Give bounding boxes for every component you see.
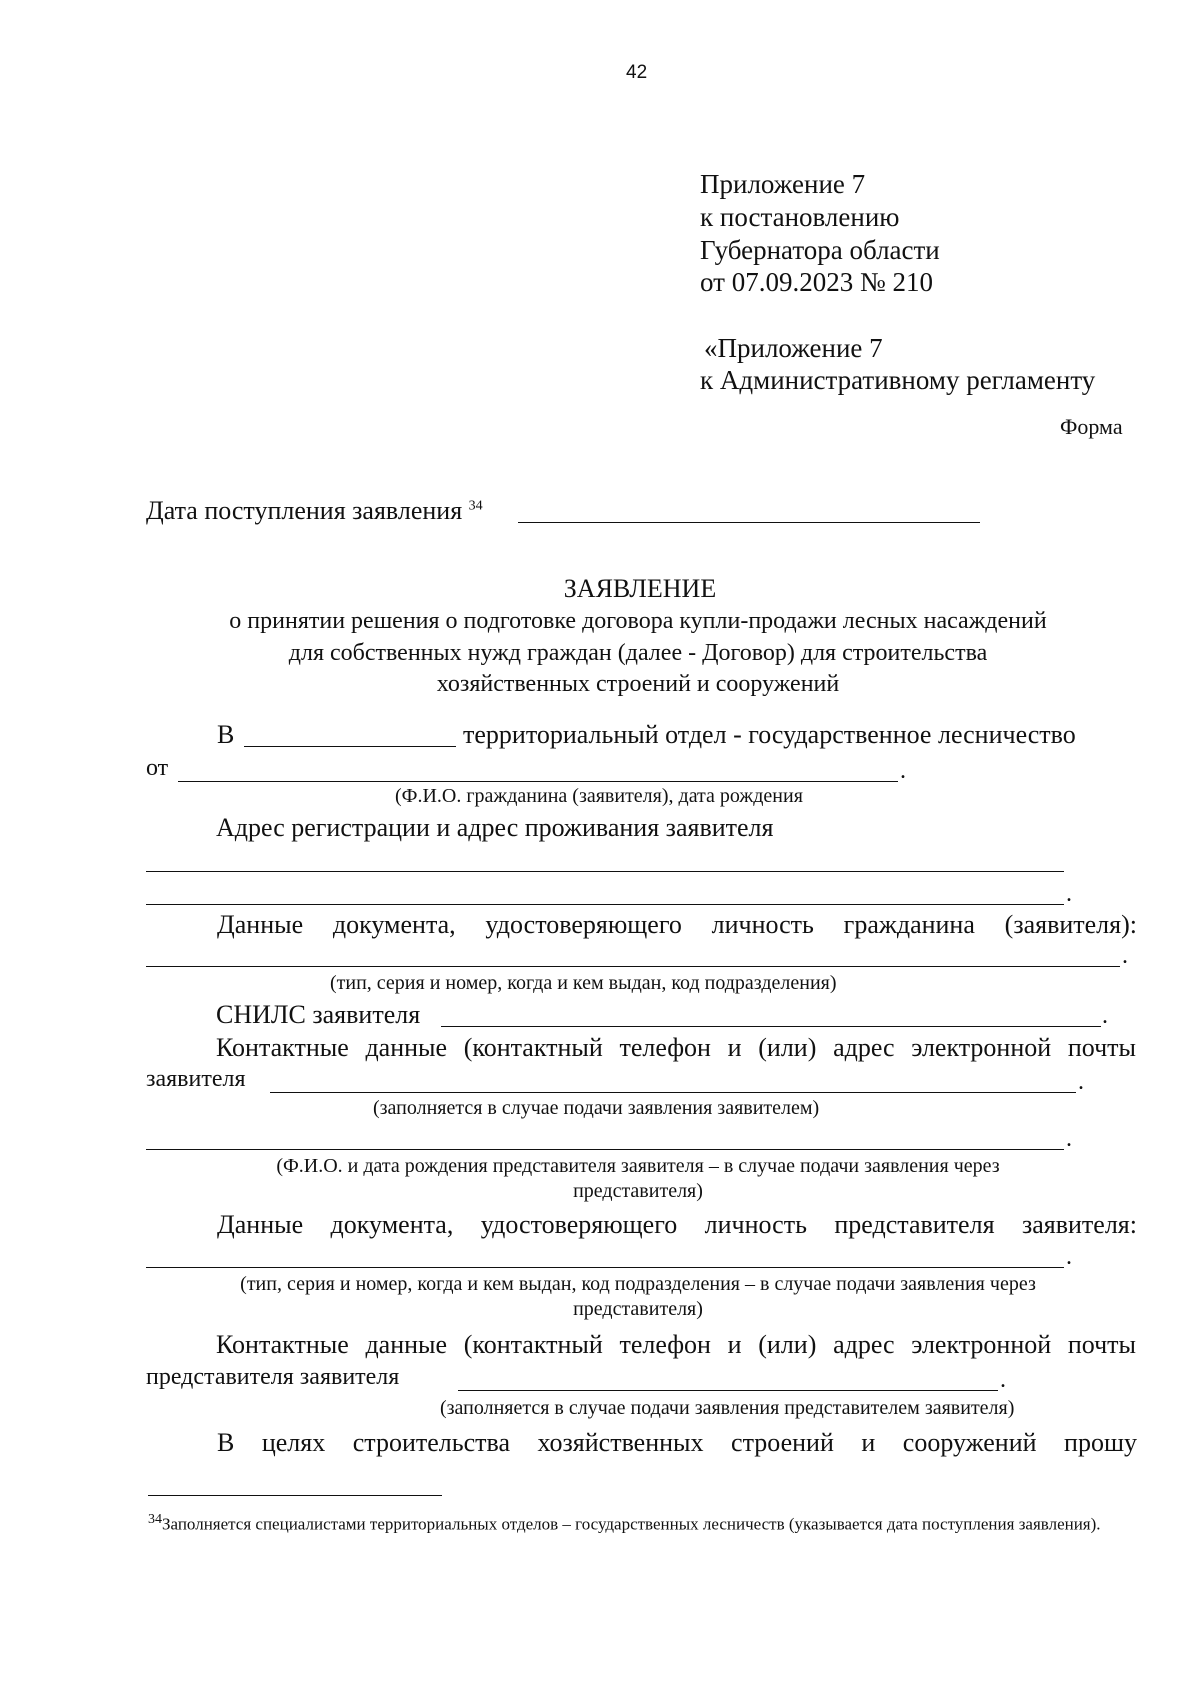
id-doc-label: Данные документа, удостоверяющего личность гражданина (заявителя): bbox=[217, 910, 1137, 939]
representative-name-note: представителя) bbox=[573, 1180, 703, 1202]
representative-doc-note: (тип, серия и номер, когда и кем выдан, код подразделения – в случае подачи заявления через bbox=[240, 1273, 1036, 1295]
contacts-note: (заполняется в случае подачи заявления заявителем) bbox=[373, 1097, 820, 1119]
representative-name-note: (Ф.И.О. и дата рождения представителя заявителя – в случае подачи заявления через bbox=[276, 1155, 1000, 1177]
document-subtitle: хозяйственных строений и сооружений bbox=[436, 671, 840, 697]
representative-doc-note: представителя) bbox=[573, 1298, 703, 1320]
form-label: Форма bbox=[1060, 414, 1123, 439]
footnote-separator bbox=[148, 1495, 442, 1496]
attachment-line: от 07.09.2023 № 210 bbox=[700, 267, 933, 297]
regulation-attachment-line: «Приложение 7 bbox=[704, 333, 883, 363]
contacts-label: заявителя bbox=[146, 1066, 246, 1092]
contacts-field[interactable] bbox=[270, 1092, 1076, 1093]
address-label: Адрес регистрации и адрес проживания заявителя bbox=[216, 813, 774, 842]
regulation-attachment-line: к Административному регламенту bbox=[700, 365, 1096, 395]
footnote bbox=[148, 1508, 1138, 1537]
date-received-label: Дата поступления заявления $^{34}$ bbox=[146, 496, 483, 525]
applicant-name-note: (Ф.И.О. гражданина (заявителя), дата рождения bbox=[395, 785, 803, 807]
footnote-number: 34 bbox=[148, 1512, 162, 1527]
representative-contacts-label: представителя заявителя bbox=[146, 1364, 400, 1390]
snils-field[interactable] bbox=[441, 1026, 1101, 1027]
period: . bbox=[900, 758, 906, 784]
representative-doc-field[interactable] bbox=[146, 1267, 1064, 1268]
representative-contacts-note: (заполняется в случае подачи заявления представителем заявителя) bbox=[440, 1397, 1015, 1419]
page-number: 42 bbox=[626, 62, 648, 83]
address-field-1[interactable] bbox=[146, 871, 1064, 872]
to-prefix: В bbox=[217, 720, 235, 749]
document-subtitle: для собственных нужд граждан (далее - Договор) для строительства bbox=[288, 640, 988, 666]
footnote-text: Заполняется специалистами территориальных отделов – государственных лесничеств (указывается дата поступления заявления). bbox=[162, 1514, 1101, 1534]
period: . bbox=[1066, 1126, 1072, 1152]
attachment-line: к постановлению bbox=[700, 202, 900, 232]
from-prefix: от bbox=[146, 755, 169, 781]
to-suffix: территориальный отдел - государственное лесничество bbox=[463, 720, 1076, 749]
period: . bbox=[1066, 881, 1072, 907]
period: . bbox=[1122, 943, 1128, 969]
purpose-text: В целях строительства хозяйственных строений и сооружений прошу bbox=[217, 1428, 1137, 1457]
attachment-line: Приложение 7 bbox=[700, 169, 866, 199]
id-doc-field[interactable] bbox=[146, 966, 1120, 967]
period: . bbox=[1066, 1244, 1072, 1270]
snils-label: СНИЛС заявителя bbox=[216, 1000, 421, 1029]
period: . bbox=[1102, 1003, 1108, 1029]
id-doc-note: (тип, серия и номер, когда и кем выдан, код подразделения) bbox=[330, 972, 837, 994]
period: . bbox=[1078, 1069, 1084, 1095]
representative-doc-label: Данные документа, удостоверяющего личность представителя заявителя: bbox=[217, 1210, 1137, 1239]
representative-name-field[interactable] bbox=[146, 1149, 1064, 1150]
attachment-line: Губернатора области bbox=[700, 235, 940, 265]
document-subtitle: о принятии решения о подготовке договора купли-продажи лесных насаждений bbox=[229, 608, 1047, 634]
period: . bbox=[1000, 1367, 1006, 1393]
document-title: ЗАЯВЛЕНИЕ bbox=[563, 574, 717, 603]
contacts-label: Контактные данные (контактный телефон и (или) адрес электронной почты bbox=[216, 1033, 1136, 1062]
applicant-name-field[interactable] bbox=[178, 781, 898, 782]
date-received-field[interactable] bbox=[518, 522, 980, 523]
address-field-2[interactable] bbox=[146, 904, 1064, 905]
footnote-ref: 34 bbox=[468, 498, 483, 514]
representative-contacts-field[interactable] bbox=[458, 1390, 998, 1391]
forestry-name-field[interactable] bbox=[244, 746, 456, 747]
representative-contacts-label: Контактные данные (контактный телефон и (или) адрес электронной почты bbox=[216, 1330, 1136, 1359]
